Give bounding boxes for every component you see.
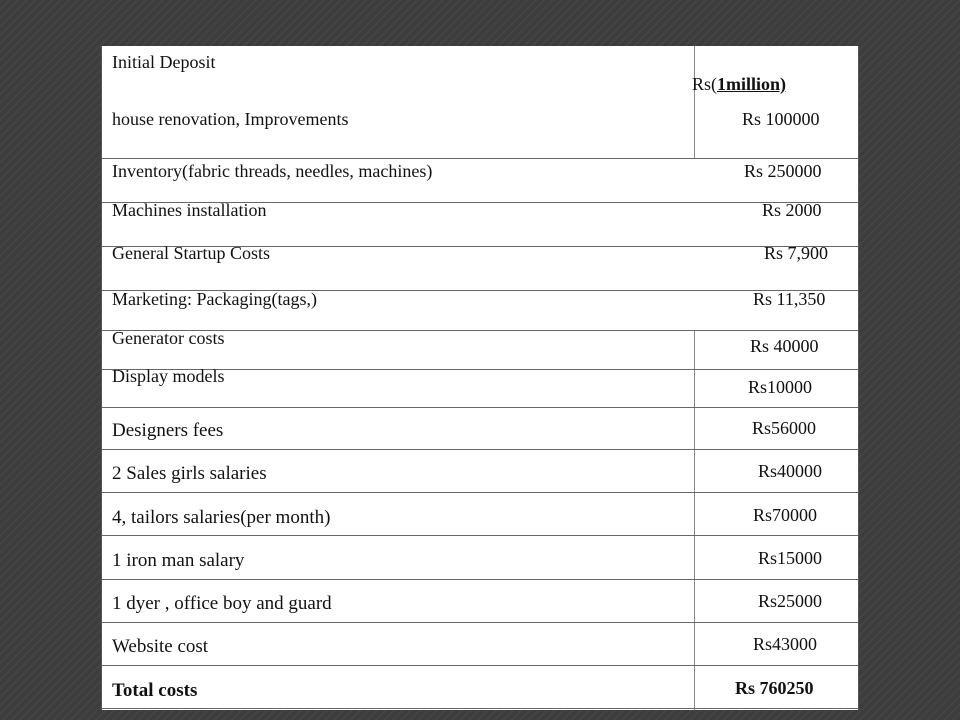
row-value: Rs 40000: [750, 336, 819, 356]
header-value: [692, 74, 786, 94]
row-label: 1 iron man salary: [112, 550, 245, 571]
header-value-main: 1million): [717, 74, 787, 94]
row-divider: [102, 708, 858, 709]
row-divider: [102, 622, 858, 623]
row-label: Marketing: Packaging(tags,): [112, 289, 317, 309]
total-label: Total costs: [112, 680, 198, 701]
row-label: Inventory(fabric threads, needles, machines): [112, 161, 433, 181]
row-value: Rs 250000: [744, 161, 822, 181]
row-divider: [102, 579, 858, 580]
row-label: Display models: [112, 366, 225, 386]
row-divider: [102, 407, 858, 408]
row-label: house renovation, Improvements: [112, 109, 349, 129]
row-label: 4, tailors salaries(per month): [112, 507, 331, 528]
row-value: Rs40000: [758, 461, 823, 481]
row-value: Rs56000: [752, 418, 817, 438]
row-label: Designers fees: [112, 420, 224, 441]
row-label: Machines installation: [112, 200, 267, 220]
column-divider: [694, 46, 695, 158]
row-label: Website cost: [112, 636, 209, 657]
row-value: Rs 7,900: [764, 243, 829, 263]
cost-table: [101, 46, 859, 710]
row-value: Rs70000: [753, 505, 818, 525]
row-value: Rs 2000: [762, 200, 822, 220]
row-value: Rs15000: [758, 548, 823, 568]
row-label: Generator costs: [112, 328, 225, 348]
row-value: Rs25000: [758, 591, 823, 611]
header-value-prefix: Rs(: [692, 74, 718, 94]
row-value: Rs 100000: [742, 109, 820, 129]
total-value: Rs 760250: [735, 678, 814, 698]
header-label: Initial Deposit: [112, 52, 216, 72]
row-label: 1 dyer , office boy and guard: [112, 593, 332, 614]
row-value: Rs10000: [748, 377, 813, 397]
column-divider: [694, 330, 695, 710]
row-label: 2 Sales girls salaries: [112, 463, 267, 484]
row-divider: [102, 449, 858, 450]
row-value: Rs 11,350: [753, 289, 826, 309]
row-divider: [102, 665, 858, 666]
row-label: General Startup Costs: [112, 243, 270, 263]
row-value: Rs43000: [753, 634, 818, 654]
row-divider: [102, 492, 858, 493]
row-divider: [102, 535, 858, 536]
row-divider: [102, 158, 858, 159]
